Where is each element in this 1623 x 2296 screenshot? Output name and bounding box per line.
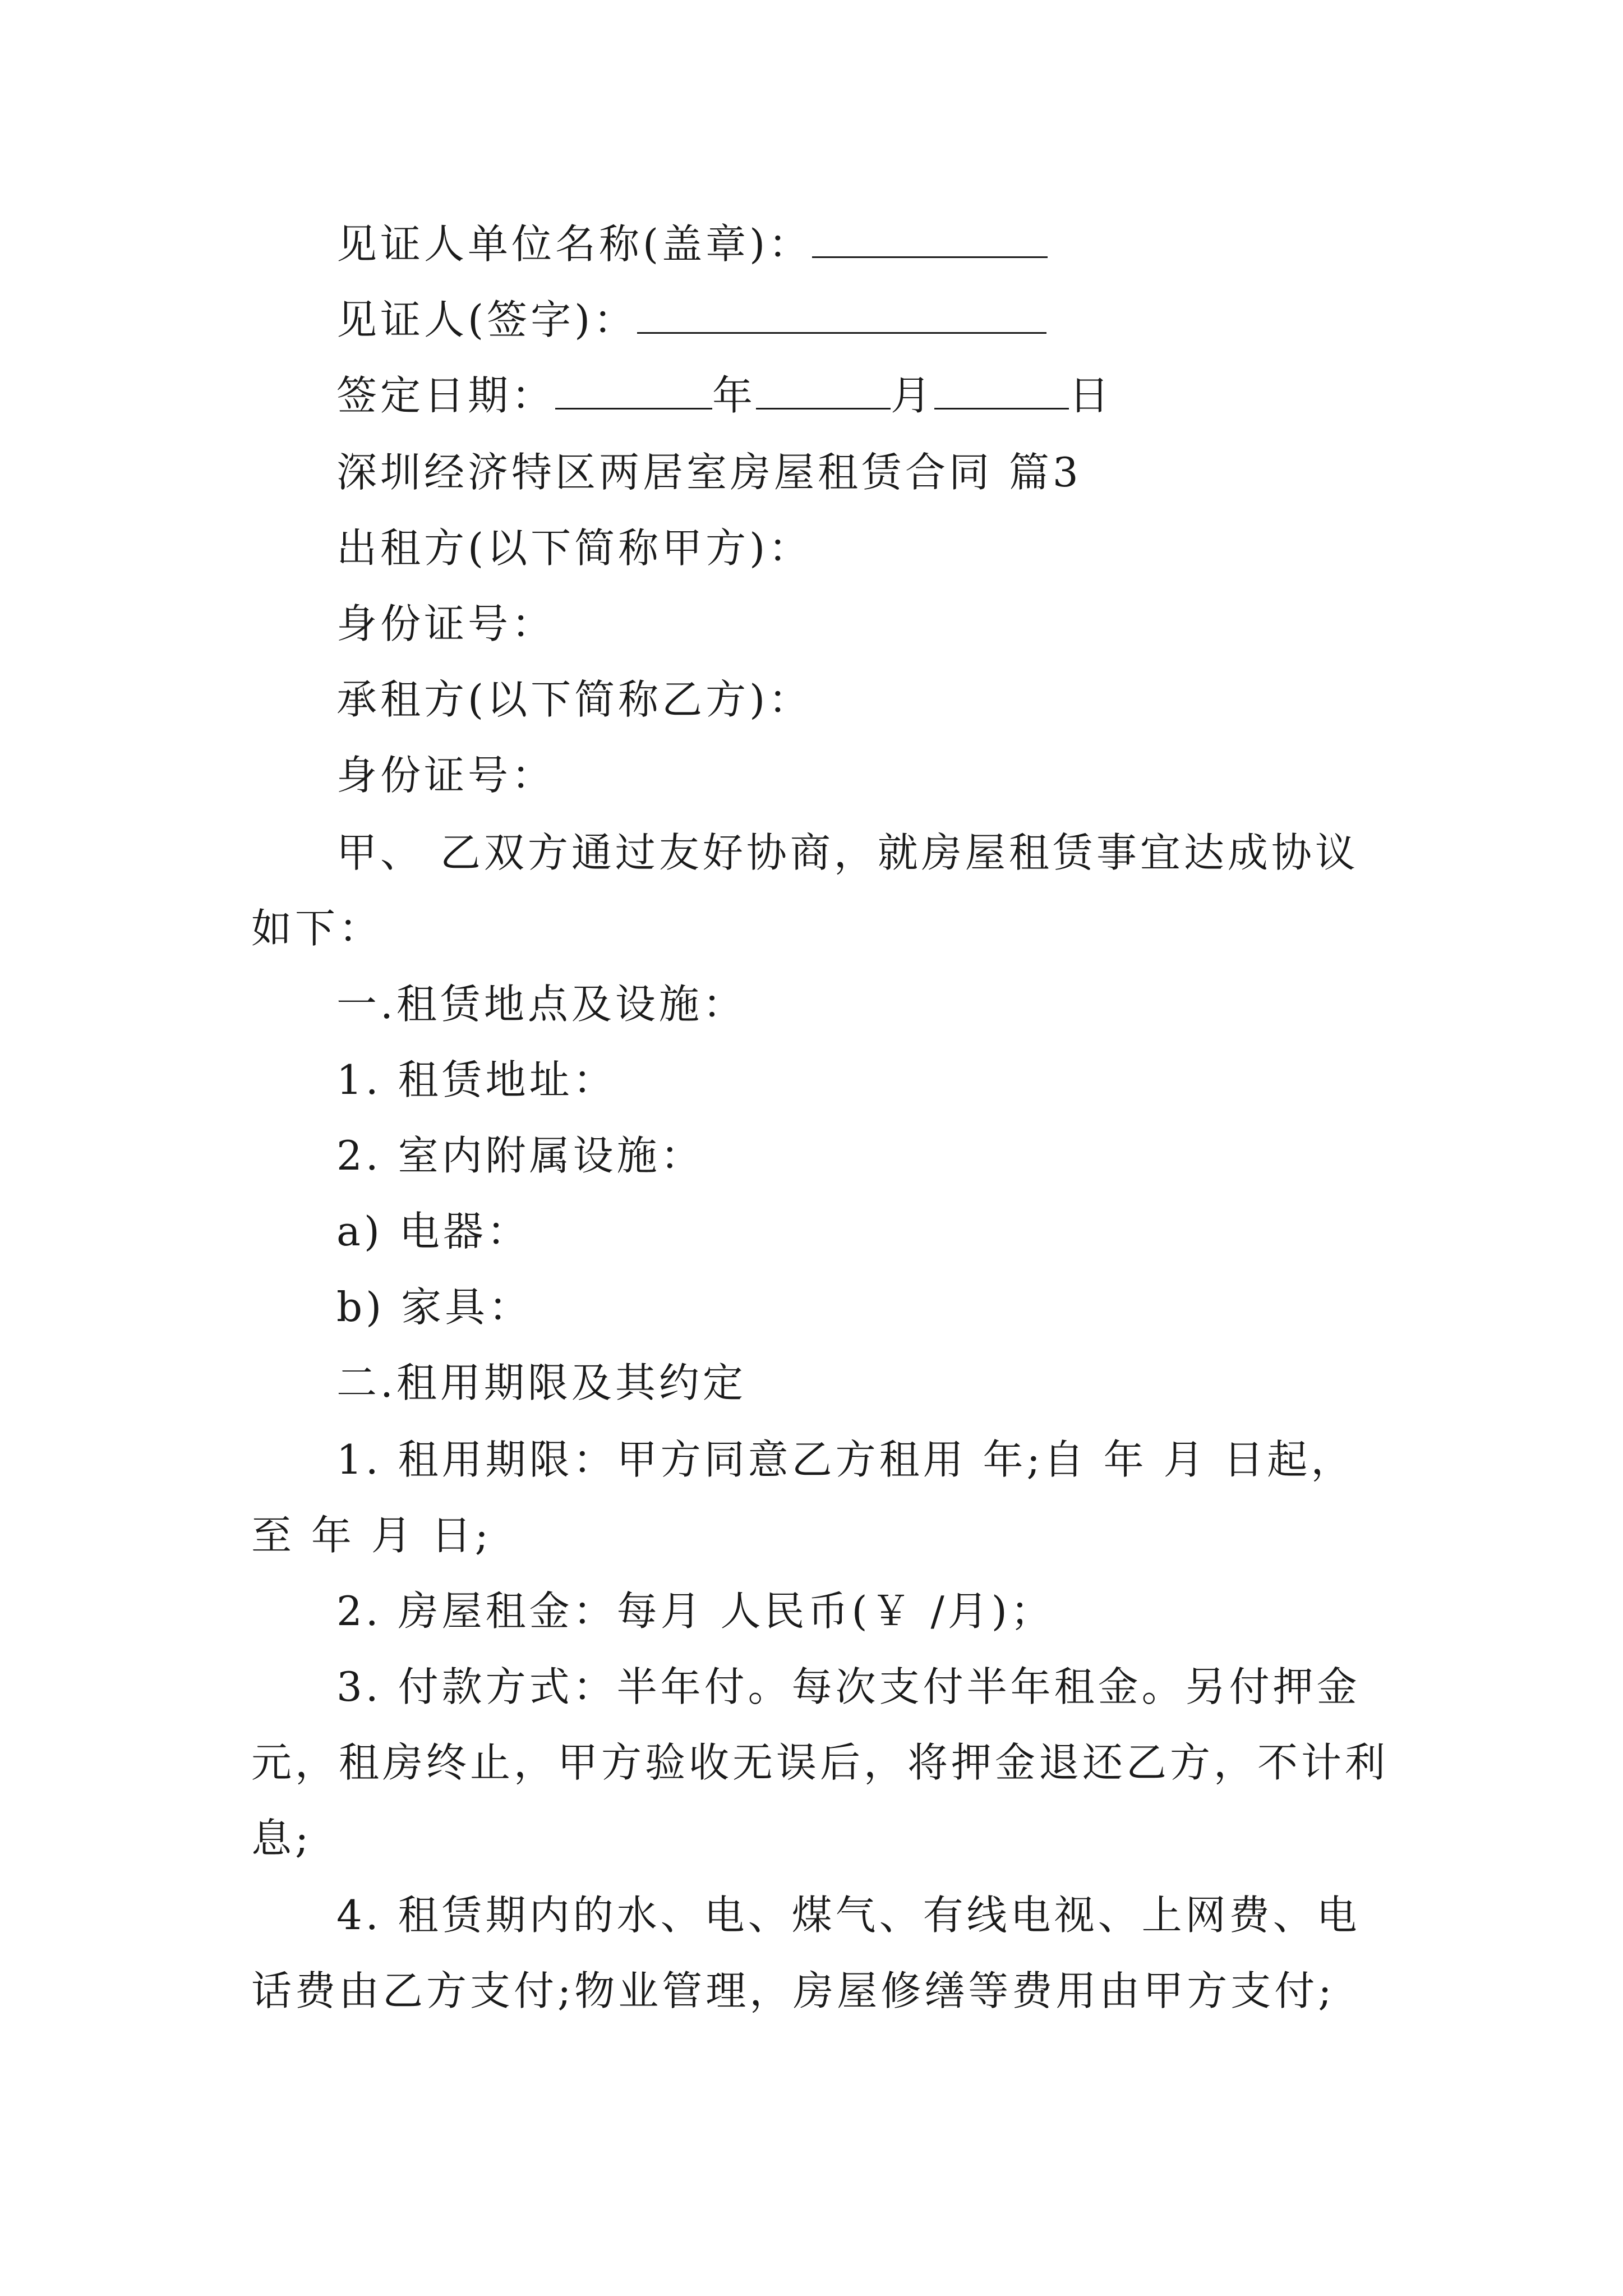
s1-item-a: a) 电器： (336, 1208, 531, 1255)
date-day-label: 日 (1069, 372, 1113, 419)
lessee-id-line: 身份证号： (336, 752, 556, 799)
signing-date-line (336, 367, 1113, 424)
s1-item2: 2. 室内附属设施： (336, 1132, 704, 1179)
s2-item1-line2: 至 年 月 日; (251, 1512, 492, 1559)
s1-item-b: b) 家具： (336, 1283, 533, 1331)
s2-item3-line1: 3. 付款方式：半年付。每次支付半年租金。另付押金 (336, 1663, 1361, 1710)
date-year-label: 年 (712, 372, 757, 419)
lessor-line: 出租方(以下简称甲方)： (336, 524, 813, 572)
s1-item1: 1. 租赁地址： (336, 1056, 617, 1103)
contract-title: 深圳经济特区两居室房屋租赁合同 篇3 (336, 449, 1082, 496)
witness-signature-blank[interactable] (637, 296, 1046, 334)
lessor-id-line: 身份证号： (336, 600, 556, 647)
s2-item3-line3: 息; (251, 1815, 312, 1862)
witness-label: 见证人(签字)： (336, 296, 638, 343)
intro-paragraph-line1: 甲、 乙双方通过友好协商，就房屋租赁事宜达成协议 (336, 829, 1359, 876)
date-day-blank[interactable] (934, 372, 1069, 409)
witness-line (336, 292, 1046, 348)
witness-org-label: 见证人单位名称(盖章)： (336, 220, 813, 268)
section1-title: 一.租赁地点及设施： (336, 981, 746, 1028)
signing-date-label: 签定日期： (336, 372, 556, 419)
s2-item2: 2. 房屋租金：每月 人民币(￥ /月)； (336, 1588, 1054, 1635)
date-month-label: 月 (891, 372, 935, 419)
date-year-blank[interactable] (555, 372, 712, 409)
intro-paragraph-line2: 如下： (251, 905, 383, 952)
witness-org-line (336, 216, 1048, 272)
lessee-line: 承租方(以下简称乙方)： (336, 676, 813, 723)
witness-org-blank[interactable] (812, 220, 1048, 258)
s2-item3-line2: 元，租房终止，甲方验收无误后，将押金退还乙方，不计利 (251, 1739, 1389, 1786)
section2-title: 二.租用期限及其约定 (336, 1359, 746, 1406)
date-month-blank[interactable] (756, 372, 891, 409)
s2-item1-line1: 1. 租用期限：甲方同意乙方租用 年;自 年 月 日起， (336, 1436, 1355, 1483)
s2-item4-line1: 4. 租赁期内的水、电、煤气、有线电视、上网费、电 (336, 1892, 1361, 1939)
s2-item4-line2: 话费由乙方支付;物业管理，房屋修缮等费用由甲方支付; (251, 1967, 1335, 2014)
